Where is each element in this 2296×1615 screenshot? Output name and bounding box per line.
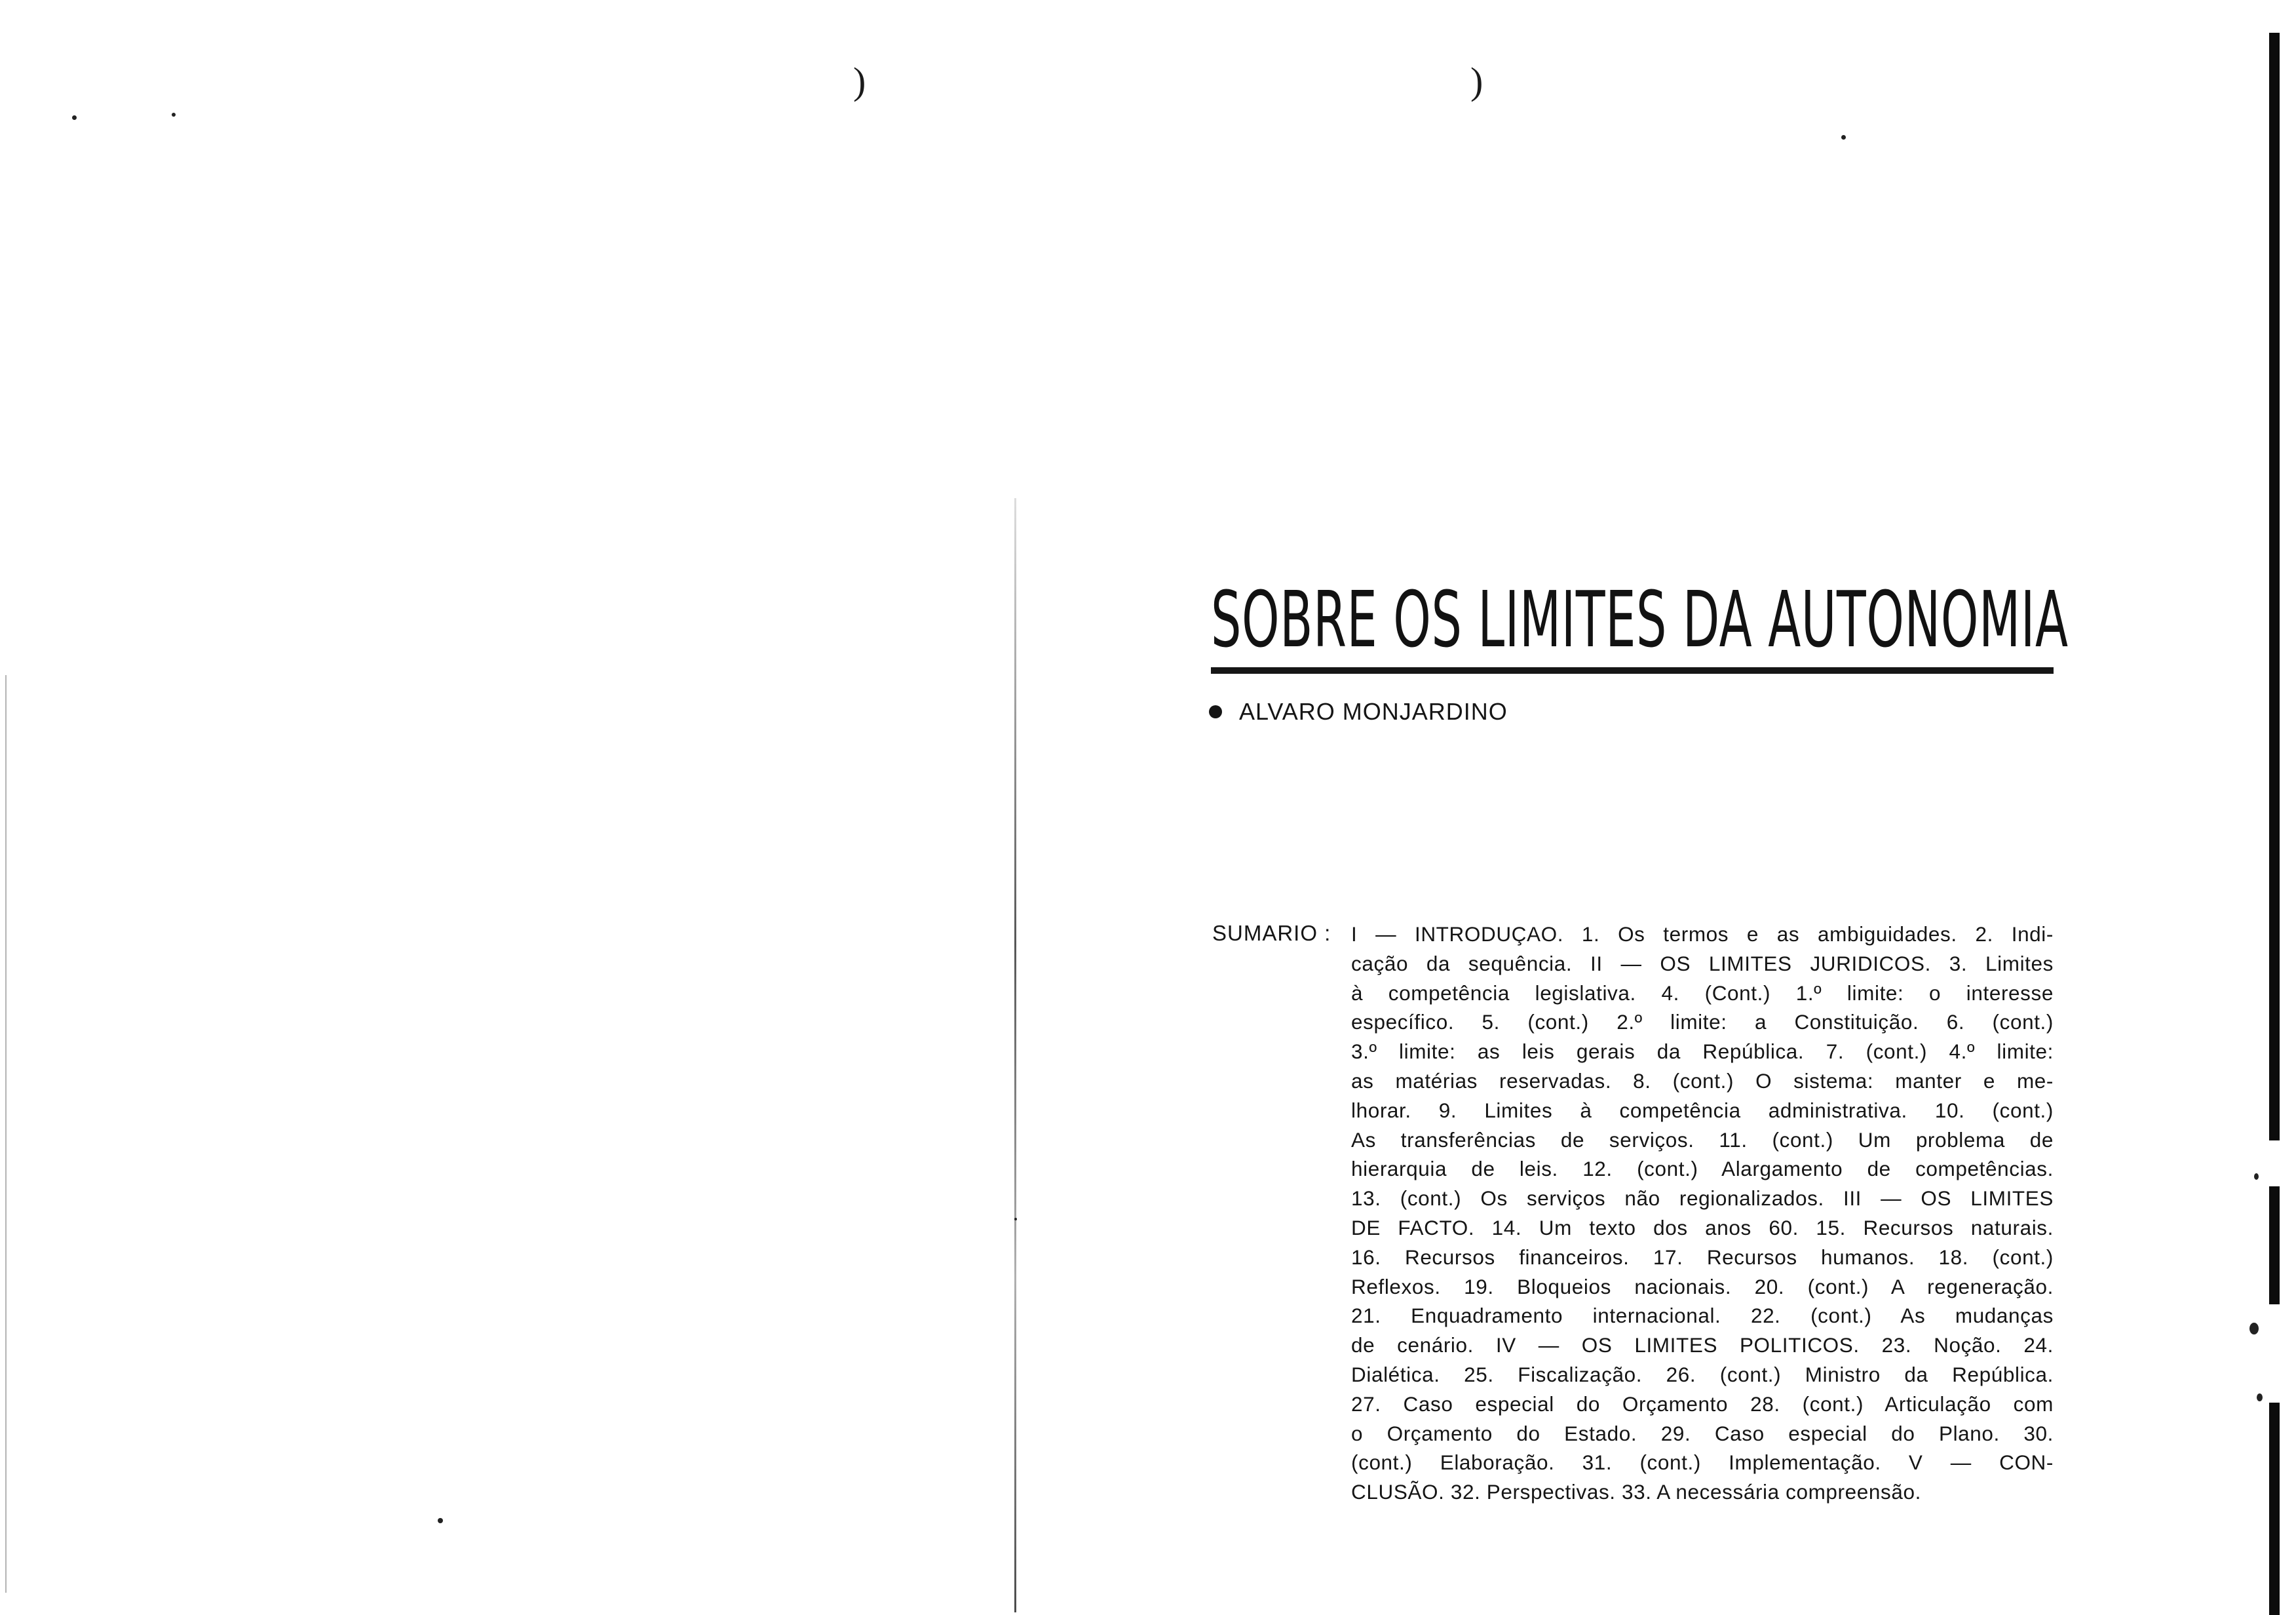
summary-line: DE FACTO. 14. Um texto dos anos 60. 15. Recursos naturais. xyxy=(1351,1215,2054,1239)
author-name: ALVARO MONJARDINO xyxy=(1239,698,1508,725)
book-gutter-line xyxy=(1014,498,1016,1612)
summary-line: 27. Caso especial do Orçamento 28. (cont.) Articulação com xyxy=(1351,1391,2054,1416)
bullet-icon xyxy=(1209,705,1222,718)
summary-line: 3.º limite: as leis gerais da República. 7. (cont.) 4.º limite: xyxy=(1351,1040,2054,1064)
scan-speck xyxy=(72,115,77,120)
right-edge-gap xyxy=(2267,1304,2282,1403)
summary-line: cação da sequência. II — OS LIMITES JURIDICOS. 3. Limites xyxy=(1351,951,2054,975)
summary-line: as matérias reservadas. 8. (cont.) O sistema: manter e me- xyxy=(1351,1068,2054,1093)
left-page-edge-shadow xyxy=(5,675,7,1593)
right-edge-gap xyxy=(2267,1140,2282,1186)
title-underline xyxy=(1211,667,2054,674)
scan-speck xyxy=(2249,1323,2259,1334)
scan-speck xyxy=(1841,135,1846,140)
summary-line: 13. (cont.) Os serviços não regionalizados. III — OS LIMITES xyxy=(1351,1186,2054,1211)
scan-speck xyxy=(438,1518,443,1523)
article-title: SOBRE OS LIMITES DA AUTONOMIA xyxy=(1211,574,2069,665)
summary-text xyxy=(1351,920,2054,1507)
summary-line: Dialética. 25. Fiscalização. 26. (cont.) Ministro da República. xyxy=(1351,1362,2054,1386)
left-page-mark: ) xyxy=(853,60,866,102)
right-page-mark: ) xyxy=(1470,60,1483,102)
left-page xyxy=(0,0,1014,1615)
summary-line: Reflexos. 19. Bloqueios nacionais. 20. (cont.) A regeneração. xyxy=(1351,1274,2054,1298)
scan-speck xyxy=(1014,1218,1017,1220)
summary-line: o Orçamento do Estado. 29. Caso especial do Plano. 30. xyxy=(1351,1421,2054,1445)
summary-line: I — INTRODUÇAO. 1. Os termos e as ambiguidades. 2. Indi- xyxy=(1351,922,2054,946)
summary-line: específico. 5. (cont.) 2.º limite: a Constituição. 6. (cont.) xyxy=(1351,1010,2054,1034)
summary-line: de cenário. IV — OS LIMITES POLITICOS. 23. Noção. 24. xyxy=(1351,1333,2054,1357)
scan-speck xyxy=(2257,1393,2263,1401)
summary-label: SUMARIO : xyxy=(1212,921,1331,945)
scan-speck xyxy=(2254,1173,2259,1180)
summary-line: hierarquia de leis. 12. (cont.) Alargamento de competências. xyxy=(1351,1157,2054,1181)
scan-speck xyxy=(172,113,176,117)
author-line xyxy=(1209,698,1508,726)
summary-line: CLUSÃO. 32. Perspectivas. 33. A necessária compreensão. xyxy=(1351,1480,1921,1504)
summary-line: 21. Enquadramento internacional. 22. (cont.) As mudanças xyxy=(1351,1304,2054,1328)
summary-line: lhorar. 9. Limites à competência administrativa. 10. (cont.) xyxy=(1351,1098,2054,1122)
summary-line: à competência legislativa. 4. (Cont.) 1.º limite: o interesse xyxy=(1351,981,2054,1005)
summary-line: 16. Recursos financeiros. 17. Recursos humanos. 18. (cont.) xyxy=(1351,1245,2054,1269)
summary-line: (cont.) Elaboração. 31. (cont.) Implementação. V — CON- xyxy=(1351,1450,2054,1475)
summary-line: As transferências de serviços. 11. (cont.) Um problema de xyxy=(1351,1127,2054,1152)
